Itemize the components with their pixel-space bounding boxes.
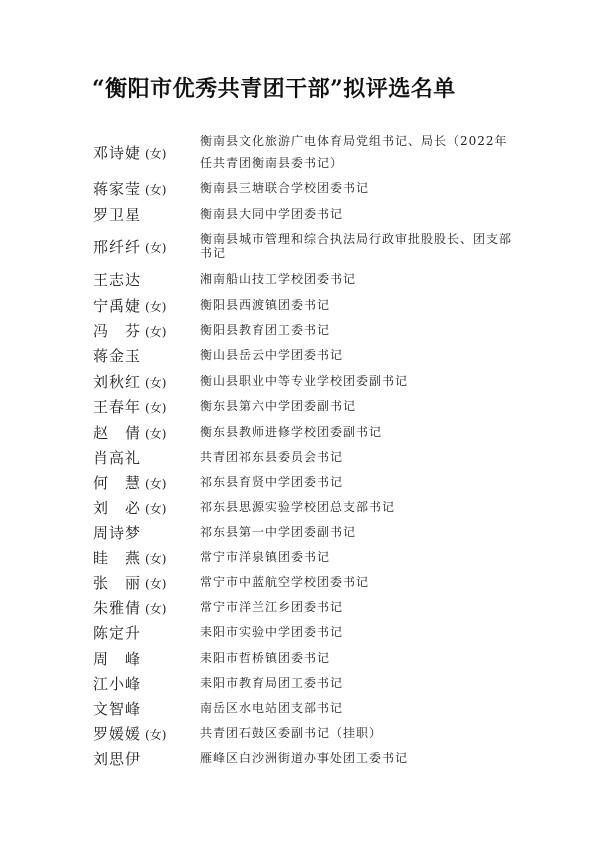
gender-label: (女) <box>145 427 167 441</box>
nominee-position: 衡阳县西渡镇团委书记 <box>200 298 331 312</box>
name-text: 周诗梦 <box>93 524 142 542</box>
name-text: 罗媛媛 <box>93 725 142 743</box>
nominee-position: 衡东县第六中学团委副书记 <box>200 399 357 413</box>
nominee-position: 衡山县职业中等专业学校团委副书记 <box>200 374 409 388</box>
name-text: 蒋家莹 <box>93 180 142 198</box>
nominee-position: 共青团祁东县委员会书记 <box>200 450 344 464</box>
gender-label: (女) <box>145 376 167 390</box>
nominee-position: 耒阳市哲桥镇团委书记 <box>200 651 331 665</box>
gender-label: (女) <box>145 183 167 197</box>
nominee-position: 常宁市洋泉镇团委书记 <box>200 550 331 564</box>
nominee-position: 祁东县思源实验学校团总支部书记 <box>200 500 396 514</box>
name-text: 江小峰 <box>93 675 142 693</box>
name-text: 肖高礼 <box>93 449 142 467</box>
nominee-position: 耒阳市实验中学团委书记 <box>200 625 344 639</box>
nominee-name <box>93 522 141 543</box>
name-text: 王春年 <box>93 398 142 416</box>
nominee-name <box>93 698 141 719</box>
gender-label: (女) <box>145 502 167 516</box>
name-text: 朱雅倩 <box>93 599 142 617</box>
nominee-name <box>93 142 166 163</box>
gender-label: (女) <box>145 401 167 415</box>
nominee-position: 祁东县第一中学团委副书记 <box>200 525 357 539</box>
nominee-name <box>93 673 141 694</box>
nominee-position: 共青团石鼓区委副书记（挂职） <box>200 726 383 740</box>
nominee-name <box>93 497 166 518</box>
nominee-position: 南岳区水电站团支部书记 <box>200 701 344 715</box>
gender-label: (女) <box>145 728 167 742</box>
name-text: 刘 必 <box>93 499 142 517</box>
nominee-position: 常宁市中蓝航空学校团委书记 <box>200 575 370 589</box>
nominee-name <box>93 622 141 643</box>
nominee-name <box>93 396 166 417</box>
name-text: 周 峰 <box>93 650 142 668</box>
nominee-name <box>93 447 141 468</box>
nominee-name <box>93 547 166 568</box>
nominee-name <box>93 320 166 341</box>
gender-label: (女) <box>145 477 167 491</box>
nominee-name <box>93 371 166 392</box>
name-text: 张 丽 <box>93 574 142 592</box>
nominee-position: 常宁市洋兰江乡团委书记 <box>200 600 344 614</box>
nominee-name <box>93 236 166 257</box>
nominee-position: 雁峰区白沙洲街道办事处团工委书记 <box>200 751 409 765</box>
name-text: 罗卫星 <box>93 206 142 224</box>
nominee-name <box>93 178 166 199</box>
nominee-name <box>93 269 141 290</box>
nominee-position: 耒阳市教育局团工委书记 <box>200 676 344 690</box>
name-text: 王志达 <box>93 271 142 289</box>
gender-label: (女) <box>145 241 167 255</box>
nominee-position: 湘南船山技工学校团委书记 <box>200 272 357 286</box>
nominee-name <box>93 648 141 669</box>
nominee-name <box>93 748 141 769</box>
nominee-name <box>93 204 141 225</box>
gender-label: (女) <box>145 552 167 566</box>
name-text: 赵 倩 <box>93 424 142 442</box>
nominee-position: 衡东县教师进修学校团委副书记 <box>200 425 383 439</box>
name-text: 刘思伊 <box>93 750 142 768</box>
gender-label: (女) <box>145 325 167 339</box>
name-text: 蒋金玉 <box>93 347 142 365</box>
name-text: 刘秋红 <box>93 373 142 391</box>
nominee-name <box>93 422 166 443</box>
nominee-name <box>93 572 166 593</box>
name-text: 邢纤纤 <box>93 238 142 256</box>
name-text: 何 慧 <box>93 474 142 492</box>
gender-label: (女) <box>145 300 167 314</box>
name-text: 冯 芬 <box>93 322 142 340</box>
name-text: 宁禹婕 <box>93 297 142 315</box>
nominee-position: 衡南县大同中学团委书记 <box>200 207 344 221</box>
name-text: 眭 燕 <box>93 549 142 567</box>
gender-label: (女) <box>145 577 167 591</box>
nominee-position: 衡南县文化旅游广电体育局党组书记、局长（2022年任共青团衡南县委书记） <box>200 134 508 170</box>
gender-label: (女) <box>145 147 167 161</box>
name-text: 陈定升 <box>93 624 142 642</box>
name-text: 邓诗婕 <box>93 144 142 162</box>
nominee-name <box>93 723 166 744</box>
nominee-name <box>93 345 141 366</box>
nominee-position: 衡南县三塘联合学校团委书记 <box>200 181 370 195</box>
nominee-position: 衡山县岳云中学团委书记 <box>200 348 344 362</box>
name-text: 文智峰 <box>93 700 142 718</box>
nominee-position: 祁东县育贤中学团委书记 <box>200 475 344 489</box>
nominee-name <box>93 597 166 618</box>
nominee-name <box>93 472 166 493</box>
gender-label: (女) <box>145 602 167 616</box>
nominee-name <box>93 295 166 316</box>
nominee-position: 衡阳县教育团工委书记 <box>200 323 331 337</box>
nominee-position: 衡南县城市管理和综合执法局行政审批股股长、团支部书记 <box>200 232 513 260</box>
page-title: “衡阳市优秀共青团干部”拟评选名单 <box>92 76 456 102</box>
